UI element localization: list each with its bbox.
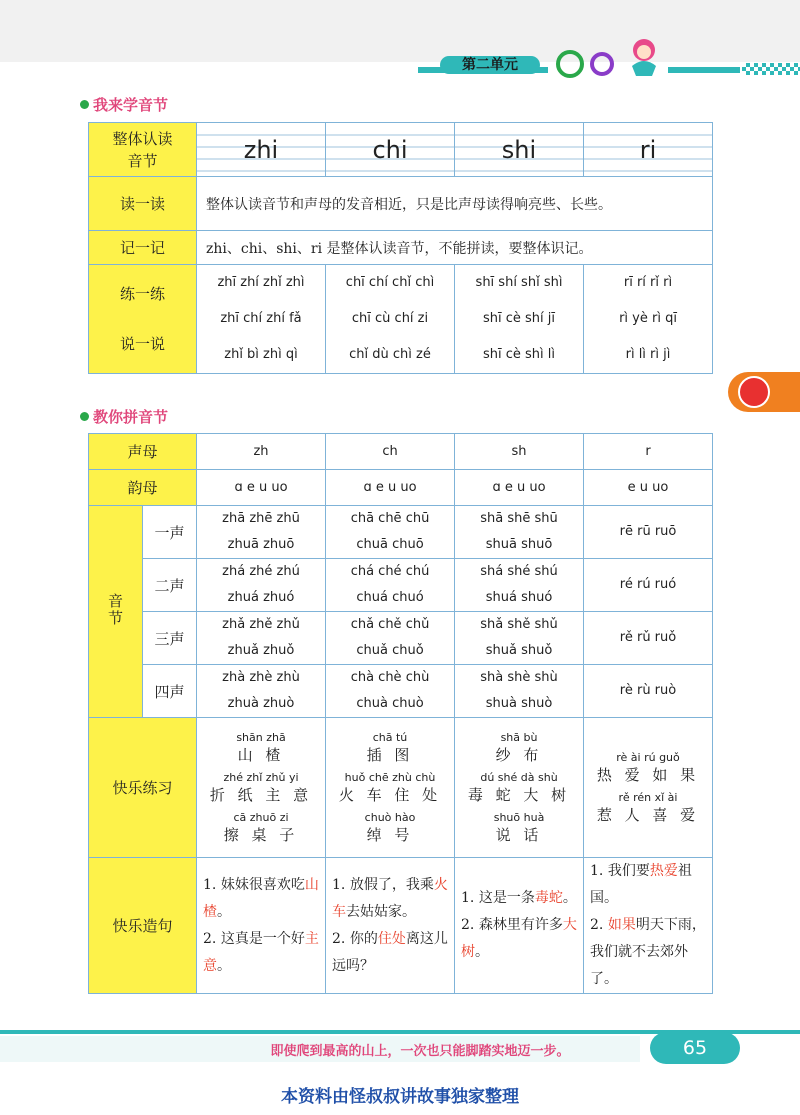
zaoju-cell [197, 858, 326, 994]
sentence-text: 2. 森林里有许多 [461, 917, 563, 933]
highlight-word: 大树 [461, 917, 577, 960]
highlight-word: 山楂 [203, 876, 319, 920]
checker-decoration [742, 63, 800, 75]
yunmu-cell: e u uo [584, 470, 713, 506]
tone-cell: shā shē shū shuā shuō [455, 506, 584, 559]
practice-cell: shī shí shǐ shì shī cè shí jī shī cè shì lì [455, 265, 584, 374]
yunmu-cell: ɑ e u uo [455, 470, 584, 506]
sentence-text: 离这儿远吗？ [332, 930, 448, 974]
syllable-cell: zhi [197, 123, 326, 177]
sentence-text: 明天下雨，我们就不去郊外了。 [590, 917, 706, 987]
sentence-text: 1. 这是一条 [461, 890, 535, 906]
tone-cell: ré rú ruó [584, 559, 713, 612]
syllable-cell: shi [455, 123, 584, 177]
sentence-text: 祖国。 [590, 863, 692, 906]
unit-label: 第二单元 [440, 56, 540, 74]
lianxi-label: 快乐练习 [89, 718, 197, 858]
tone-cell: chà chè chù chuà chuò [326, 665, 455, 718]
highlight-word: 毒蛇 [534, 890, 563, 906]
zaoju-cell [455, 858, 584, 994]
syllable-table [88, 122, 713, 374]
tone-cell: zhà zhè zhù zhuà zhuò [197, 665, 326, 718]
yunmu-cell: ɑ e u uo [197, 470, 326, 506]
tone-label: 二声 [143, 559, 197, 612]
zaoju-cell [326, 858, 455, 994]
highlight-word: 火车 [332, 876, 448, 920]
tone-cell: rē rū ruō [584, 506, 713, 559]
shengmu-cell: r [584, 434, 713, 470]
highlight-word: 如果 [607, 917, 636, 933]
yunmu-cell: ɑ e u uo [326, 470, 455, 506]
zaoju-cell [584, 858, 713, 994]
lianxi-cell: shān zhā 山 楂 zhé zhǐ zhǔ yi 折 纸 主 意 cā zhuō zi 擦 桌 子 [197, 718, 326, 858]
tone-cell: zhā zhē zhū zhuā zhuō [197, 506, 326, 559]
section-bullet-icon [80, 100, 89, 109]
practice-cell: rī rí rǐ rì rì yè rì qī rì lì rì jì [584, 265, 713, 374]
tone-cell: shǎ shě shǔ shuǎ shuǒ [455, 612, 584, 665]
section1-title: 我来学音节 [80, 95, 168, 115]
fox-face-icon [738, 376, 770, 408]
tone-cell: shá shé shú shuá shuó [455, 559, 584, 612]
lianxi-cell: chā tú 插 图 huǒ chē zhù chù 火 车 住 处 chuò hào 绰 号 [326, 718, 455, 858]
remember-text: zhi、chi、shi、ri 是整体认读音节，不能拼读，要整体识记。 [197, 231, 713, 265]
row-label: 练一练 说一说 [89, 265, 197, 374]
sentence-text: 1. 我们要 [590, 863, 650, 879]
shengmu-cell: ch [326, 434, 455, 470]
read-text: 整体认读音节和声母的发音相近，只是比声母读得响亮些、长些。 [197, 177, 713, 231]
section2-title: 教你拼音节 [80, 407, 168, 427]
sentence-text: 1. 妹妹很喜欢吃 [203, 876, 305, 893]
credit-text: 本资料由怪叔叔讲故事独家整理 [281, 1087, 519, 1107]
sentence-text: 。 [475, 944, 490, 960]
lianxi-cell: rè ài rú guǒ 热 爱 如 果 rě rén xǐ ài 惹 人 喜 爱 [584, 718, 713, 858]
tone-cell: shà shè shù shuà shuò [455, 665, 584, 718]
syllable-cell: chi [326, 123, 455, 177]
highlight-word: 主意 [203, 930, 319, 974]
tone-cell: chā chē chū chuā chuō [326, 506, 455, 559]
tone-label: 四声 [143, 665, 197, 718]
tone-label: 一声 [143, 506, 197, 559]
spelling-table [88, 433, 713, 994]
tone-label: 三声 [143, 612, 197, 665]
shengmu-label: 声母 [89, 434, 197, 470]
syllable-cell: ri [584, 123, 713, 177]
tone-cell: zhá zhé zhú zhuá zhuó [197, 559, 326, 612]
sentence-text: 。 [562, 890, 577, 906]
highlight-word: 热爱 [649, 863, 678, 879]
tone-cell: chá ché chú chuá chuó [326, 559, 455, 612]
sentence-text: 2. [590, 917, 608, 933]
purple-ring-icon [590, 52, 614, 76]
tone-cell: zhǎ zhě zhǔ zhuǎ zhuǒ [197, 612, 326, 665]
lianxi-cell: shā bù 纱 布 dú shé dà shù 毒 蛇 大 树 shuō huà 说 话 [455, 718, 584, 858]
sentence-text: 。 [217, 903, 232, 920]
shengmu-cell: sh [455, 434, 584, 470]
section-bullet-icon [80, 412, 89, 421]
yunmu-label: 韵母 [89, 470, 197, 506]
header-band [0, 0, 800, 62]
sentence-text: 2. 这真是一个好 [203, 930, 305, 947]
zaoju-label: 快乐造句 [89, 858, 197, 994]
page-number: 65 [650, 1032, 740, 1064]
sentence-text: 去姑姑家。 [346, 903, 417, 920]
practice-cell: chī chí chǐ chì chī cù chí zi chǐ dù chì zé [326, 265, 455, 374]
practice-cell: zhī zhí zhǐ zhì zhī chí zhí fǎ zhǐ bì zhì qì [197, 265, 326, 374]
tone-cell: rè rù ruò [584, 665, 713, 718]
tone-cell: rě rǔ ruǒ [584, 612, 713, 665]
yinjie-label: 音节 [89, 506, 143, 718]
row-label: 读一读 [89, 177, 197, 231]
sentence-text: 2. 你的 [332, 930, 378, 947]
highlight-word: 住处 [377, 930, 406, 947]
tone-cell: chǎ chě chǔ chuǎ chuǒ [326, 612, 455, 665]
footer-motto: 即使爬到最高的山上，一次也只能脚踏实地迈一步。 [270, 1044, 570, 1059]
girl-mascot-icon [622, 36, 666, 76]
sentence-text: 。 [217, 957, 232, 974]
row-label: 整体认读音节 [89, 123, 197, 177]
shengmu-cell: zh [197, 434, 326, 470]
row-label: 记一记 [89, 231, 197, 265]
header-stripe-right [668, 67, 740, 73]
green-ring-icon [556, 50, 584, 78]
sentence-text: 1. 放假了，我乘 [332, 876, 434, 893]
